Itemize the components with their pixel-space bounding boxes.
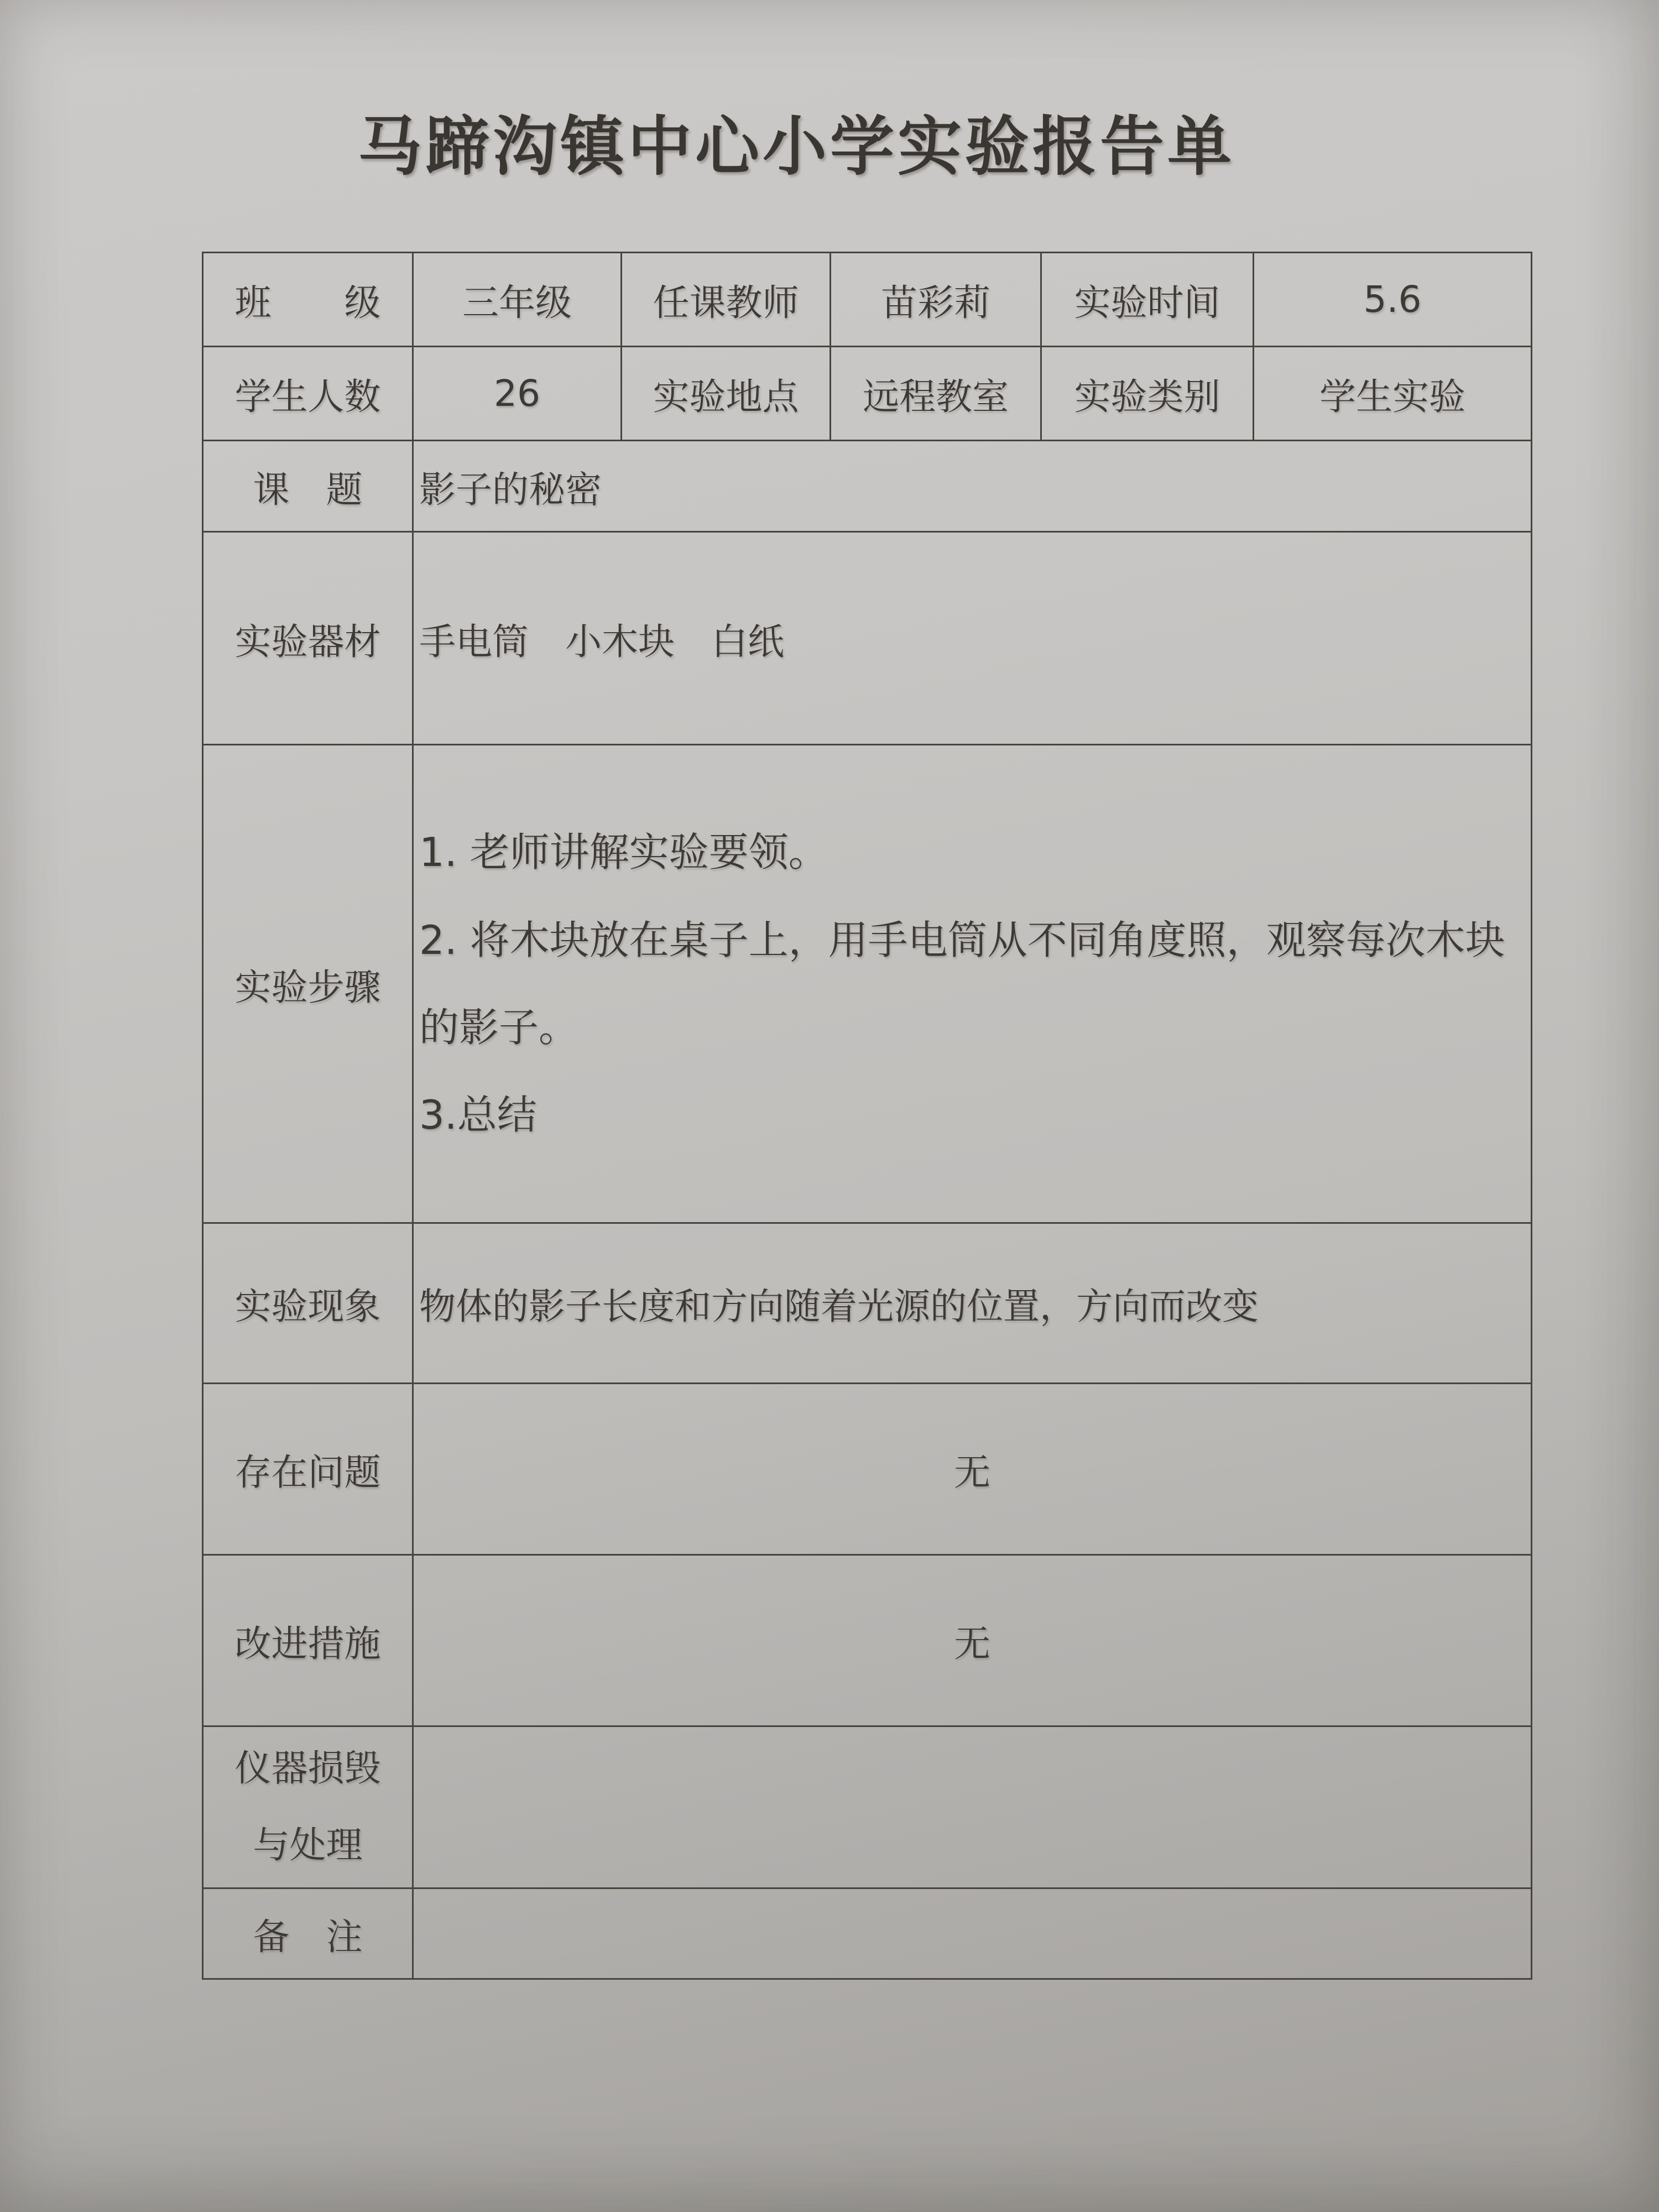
equipment-value: 手电筒 小木块 白纸 — [413, 532, 1532, 745]
topic-value: 影子的秘密 — [413, 441, 1532, 532]
phenomenon-value: 物体的影子长度和方向随着光源的位置，方向而改变 — [413, 1223, 1532, 1384]
class-value: 三年级 — [413, 253, 622, 347]
table-row-remarks — [203, 1888, 1532, 1979]
table-row-student-info — [203, 347, 1532, 441]
table-row-problems — [203, 1384, 1532, 1555]
experiment-time-label: 实验时间 — [1041, 253, 1254, 347]
student-count-value: 26 — [413, 347, 622, 441]
experiment-type-value: 学生实验 — [1254, 347, 1532, 441]
improvements-label: 改进措施 — [203, 1555, 413, 1726]
class-label: 班 级 — [203, 253, 413, 347]
table-row-damage — [203, 1726, 1532, 1888]
teacher-label: 任课教师 — [622, 253, 831, 347]
table-row-equipment — [203, 532, 1532, 745]
table-row-steps — [203, 745, 1532, 1223]
step-line-1: 1. 老师讲解实验要领。 — [419, 829, 828, 876]
remarks-label: 备 注 — [203, 1888, 413, 1979]
topic-label: 课 题 — [203, 441, 413, 532]
location-value: 远程教室 — [831, 347, 1041, 441]
page-title: 马蹄沟镇中心小学实验报告单 — [358, 109, 1235, 184]
damage-label-line-2: 与处理 — [253, 1824, 363, 1866]
student-count-label: 学生人数 — [203, 347, 413, 441]
location-label: 实验地点 — [622, 347, 831, 441]
damage-label — [203, 1726, 413, 1888]
improvements-value: 无 — [413, 1555, 1532, 1726]
steps-value — [413, 745, 1532, 1223]
remarks-value — [413, 1888, 1532, 1979]
problems-label: 存在问题 — [203, 1384, 413, 1555]
steps-label: 实验步骤 — [203, 745, 413, 1223]
damage-label-line-1: 仪器损毁 — [234, 1747, 381, 1790]
phenomenon-label: 实验现象 — [203, 1223, 413, 1384]
experiment-report-table — [202, 252, 1532, 1980]
table-row-improvements — [203, 1555, 1532, 1726]
equipment-label: 实验器材 — [203, 532, 413, 745]
step-line-3: 3.总结 — [419, 1092, 537, 1139]
damage-value — [413, 1726, 1532, 1888]
problems-value: 无 — [413, 1384, 1532, 1555]
table-row-topic — [203, 441, 1532, 532]
teacher-value: 苗彩莉 — [831, 253, 1041, 347]
experiment-time-value: 5.6 — [1254, 253, 1532, 347]
table-row-class-info — [203, 253, 1532, 347]
experiment-type-label: 实验类别 — [1041, 347, 1254, 441]
table-row-phenomenon — [203, 1223, 1532, 1384]
step-line-2: 2. 将木块放在桌子上，用手电筒从不同角度照，观察每次木块的影子。 — [419, 916, 1505, 1051]
